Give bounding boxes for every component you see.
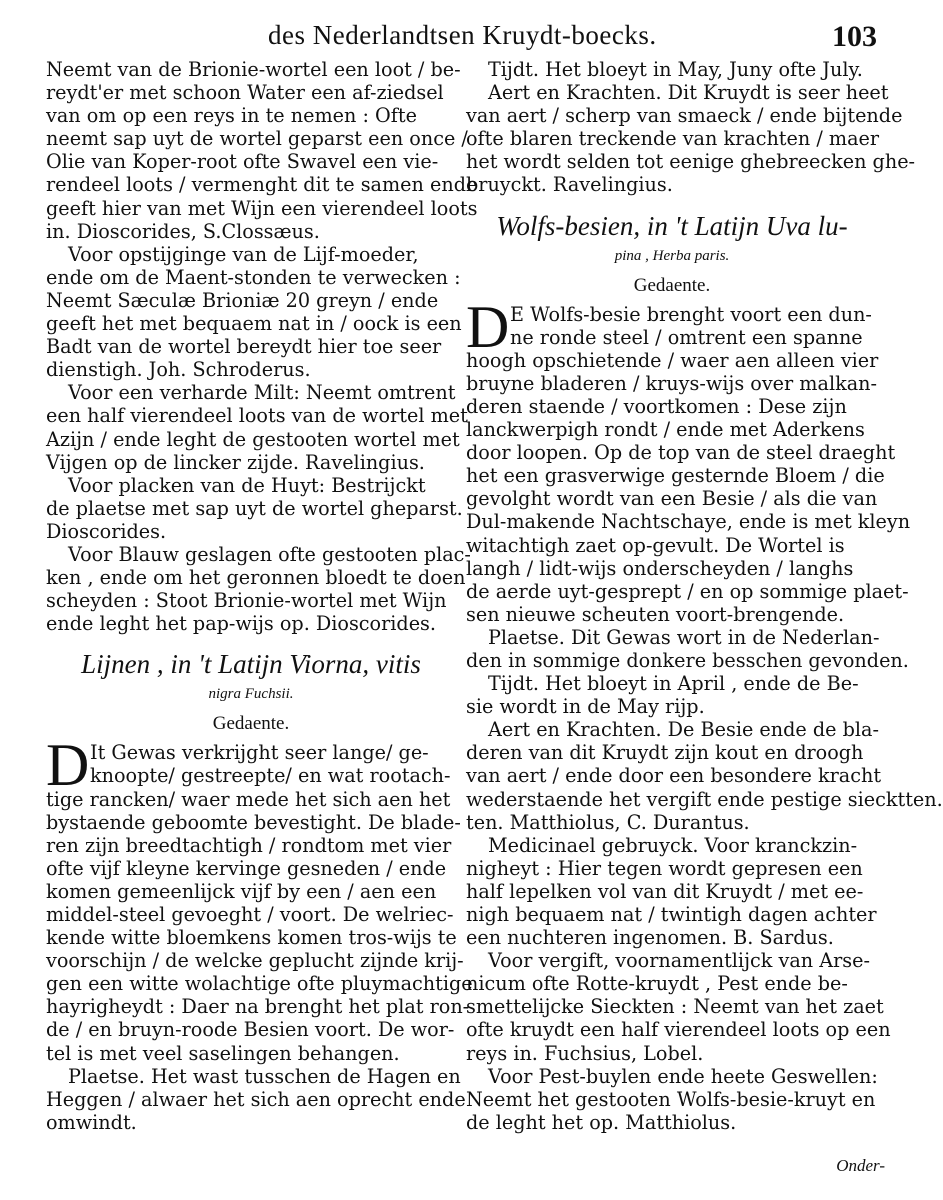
text-line: van aert / ende door een besondere kracht xyxy=(466,764,882,788)
text-line: ken , ende om het geronnen bloedt te doen xyxy=(46,566,466,590)
text-line: door loopen. Op de top van de steel draeght xyxy=(466,441,896,465)
text-line: reydt'er met schoon Water een af-ziedsel xyxy=(46,81,444,105)
text-line: ofte kruydt een half vierendeel loots op een xyxy=(466,1018,891,1042)
text-line: scheyden : Stoot Brionie-wortel met Wijn xyxy=(46,589,447,613)
text-line: komen gemeenlijck vijf by een / aen een xyxy=(46,879,437,903)
text-line: voorschijn / de welcke geplucht zijnde krij- xyxy=(46,949,464,973)
text-line: neemt sap uyt de wortel geparst een once / xyxy=(46,127,468,151)
text-line: ofte blaren treckende van krachten / maer xyxy=(466,127,880,151)
paragraph-description xyxy=(466,348,911,626)
page-number: 103 xyxy=(832,20,877,53)
dropcap-letter: D xyxy=(466,293,510,360)
text-line: Medicinael gebruyck. Voor kranckzin- xyxy=(488,833,858,857)
text-line: reys in. Fuchsius, Lobel. xyxy=(466,1041,704,1065)
paragraph-tijdt-aert xyxy=(466,58,916,197)
text-line: van om op een reys in te nemen : Ofte xyxy=(46,104,417,128)
text-line: knoopte/ gestreepte/ en wat rootach- xyxy=(90,764,451,788)
text-line: Badt van de wortel bereydt hier toe seer xyxy=(46,335,442,359)
text-line: Voor opstijginge van de Lijf-moeder, xyxy=(68,242,419,266)
text-line: half lepelken vol van dit Kruydt / met ee- xyxy=(466,879,864,903)
text-line: deren staende / voortkomen : Dese zijn xyxy=(466,394,847,418)
text-line: Tijdt. Het bloeyt in May, Juny ofte July. xyxy=(488,58,863,81)
text-line: de plaetse met sap uyt de wortel gheparst. xyxy=(46,496,463,520)
text-line: tige rancken/ waer mede het sich aen het xyxy=(46,787,451,811)
text-line: bruyckt. Ravelingius. xyxy=(466,173,673,197)
text-line: ende om de Maent-stonden te verwecken : xyxy=(46,265,461,289)
text-line: bystaende geboomte bevestight. De blade- xyxy=(46,810,461,834)
text-line: deren van dit Kruydt zijn kout en droogh xyxy=(466,741,864,765)
text-line: Aert en Krachten. Dit Kruydt is seer heet xyxy=(488,81,889,105)
text-line: den in sommige donkere besschen gevonden. xyxy=(466,648,909,672)
text-line: witachtigh zaet op-gevult. De Wortel is xyxy=(466,533,845,557)
text-line: nigh bequaem nat / twintigh dagen achter xyxy=(466,903,877,926)
text-line: bruyne bladeren / kruys-wijs over malkan- xyxy=(466,371,877,395)
text-line: sie wordt in de May rijp. xyxy=(466,695,705,719)
text-line: ne ronde steel / omtrent een spanne xyxy=(510,325,863,349)
text-line: rendeel loots / vermenght dit te samen ende xyxy=(46,173,478,197)
paragraph-brionie-recipe xyxy=(46,58,478,243)
paragraph-aert xyxy=(466,718,943,834)
section-title-wolfs-besien: Wolfs-besien, in 't Latijn Uva lu- xyxy=(496,210,848,241)
text-line: Aert en Krachten. De Besie ende de bla- xyxy=(488,718,879,742)
text-line: Olie van Koper-root ofte Swavel een vie- xyxy=(46,150,439,174)
paragraph-huyt xyxy=(46,473,463,543)
text-line: de / en bruyn-roode Besien voort. De wor- xyxy=(46,1018,455,1042)
paragraph-description xyxy=(46,787,473,1065)
subheading-gedaente: Gedaente. xyxy=(212,713,290,735)
text-line: de leght het op. Matthiolus. xyxy=(466,1110,737,1134)
text-line: hoogh opschietende / waer aen alleen vier xyxy=(466,348,879,372)
text-line: lanckwerpigh rondt / ende met Aderkens xyxy=(466,418,865,442)
text-line: gevolght wordt van een Besie / als die van xyxy=(466,487,878,511)
text-line: ren zijn breedtachtigh / rondtom met vier xyxy=(46,833,452,857)
text-line: Voor placken van de Huyt: Bestrijckt xyxy=(68,473,426,497)
text-line: Dul-makende Nachtschaye, ende is met kleyn xyxy=(466,510,911,534)
text-line: geeft hier van met Wijn een vierendeel loots xyxy=(46,196,478,220)
text-line: Plaetse. Het wast tusschen de Hagen en xyxy=(68,1064,461,1088)
left-column xyxy=(46,58,478,1134)
page-header xyxy=(0,14,895,54)
text-line: Voor Blauw geslagen ofte gestooten plac- xyxy=(68,542,471,566)
paragraph-tijdt xyxy=(466,672,878,718)
paragraph-lijf-moeder xyxy=(46,242,462,382)
text-line: de aerde uyt-gesprept / en op sommige plaet- xyxy=(466,579,909,603)
text-line: Plaetse. Dit Gewas wort in de Nederlan- xyxy=(488,625,880,649)
text-line: Tijdt. Het bloeyt in April , ende de Be- xyxy=(488,672,859,696)
text-line: hayrigheydt : Daer na brenght het plat ron- xyxy=(46,995,470,1019)
text-line: Neemt Sæculæ Brioniæ 20 greyn / ende xyxy=(46,288,439,312)
text-line: Neemt van de Brionie-wortel een loot / be- xyxy=(46,58,461,81)
text-line: tel is met veel saselingen behangen. xyxy=(46,1041,400,1065)
text-line: ofte vijf kleyne kervinge gesneden / ende xyxy=(46,856,447,880)
running-head: des Nederlandtsen Kruydt-boecks. xyxy=(268,20,657,50)
paragraph-milt xyxy=(46,381,468,474)
paragraph-pest xyxy=(466,1065,878,1134)
text-line: in. Dioscorides, S.Clossæus. xyxy=(46,219,320,243)
paragraph-plaetse xyxy=(466,625,909,672)
text-line: nigheyt : Hier tegen wordt gepresen een xyxy=(466,856,863,880)
text-line: een half vierendeel loots van de wortel met xyxy=(46,404,468,428)
text-line: It Gewas verkrijght seer lange/ ge- xyxy=(90,741,429,765)
dropcap-paragraph xyxy=(466,293,878,360)
paragraph-blauw xyxy=(46,542,471,636)
text-line: Vijgen op de lincker zijde. Ravelingius. xyxy=(46,450,425,474)
text-line: dienstigh. Joh. Schroderus. xyxy=(46,358,311,382)
right-column xyxy=(466,58,943,1134)
dropcap-letter: D xyxy=(46,732,90,799)
text-line: langh / lidt-wijs onderscheyden / langhs xyxy=(466,556,854,580)
text-line: het een grasverwige gesternde Bloem / die xyxy=(466,464,885,488)
text-line: kende witte bloemkens komen tros-wijs te xyxy=(46,926,457,950)
paragraph-medicinael xyxy=(466,834,878,949)
text-line: Voor Pest-buylen ende heete Geswellen: xyxy=(488,1064,878,1088)
text-line: sen nieuwe scheuten voort-brengende. xyxy=(466,602,845,626)
text-line: Voor een verharde Milt: Neemt omtrent xyxy=(68,381,456,405)
subheading-gedaente: Gedaente. xyxy=(633,274,711,296)
text-line: het wordt selden tot eenige ghebreecken ghe- xyxy=(466,150,916,174)
text-line: omwindt. xyxy=(46,1110,137,1134)
section-subtitle-lijnen: nigra Fuchsii. xyxy=(208,686,294,703)
text-line: Azijn / ende leght de gestooten wortel met xyxy=(46,427,460,451)
paragraph-vergift xyxy=(466,949,891,1065)
section-title-lijnen: Lijnen , in 't Latijn Viorna, vitis xyxy=(81,649,421,680)
text-line: Heggen / alwaer het sich aen oprecht ende xyxy=(46,1087,466,1111)
catchword: Onder- xyxy=(836,1156,885,1175)
section-subtitle-wolfs-besien: pina , Herba paris. xyxy=(614,247,730,264)
text-line: een nuchteren ingenomen. B. Sardus. xyxy=(466,926,834,950)
text-line: smettelijcke Sieckten : Neemt van het zaet xyxy=(466,995,884,1019)
paragraph-plaetse xyxy=(46,1064,466,1134)
text-line: wederstaende het vergift ende pestige siecktten. xyxy=(466,787,943,811)
text-line: geeft het met bequaem nat in / oock is een xyxy=(46,312,462,336)
text-line: ende leght het pap-wijs op. Dioscorides. xyxy=(46,612,436,636)
text-line: middel-steel gevoeght / voort. De welriec- xyxy=(46,903,454,926)
text-line: gen een witte wolachtige ofte pluymachtige xyxy=(46,972,473,996)
text-line: van aert / scherp van smaeck / ende bijtende xyxy=(466,104,903,128)
text-line: Neemt het gestooten Wolfs-besie-kruyt en xyxy=(466,1087,876,1111)
text-line: E Wolfs-besie brenght voort een dun- xyxy=(510,302,872,326)
text-line: Dioscorides. xyxy=(46,519,167,543)
text-line: Voor vergift, voornamentlijck van Arse- xyxy=(488,949,870,973)
text-line: nicum ofte Rotte-kruydt , Pest ende be- xyxy=(466,972,848,996)
text-line: ten. Matthiolus, C. Durantus. xyxy=(466,810,750,834)
